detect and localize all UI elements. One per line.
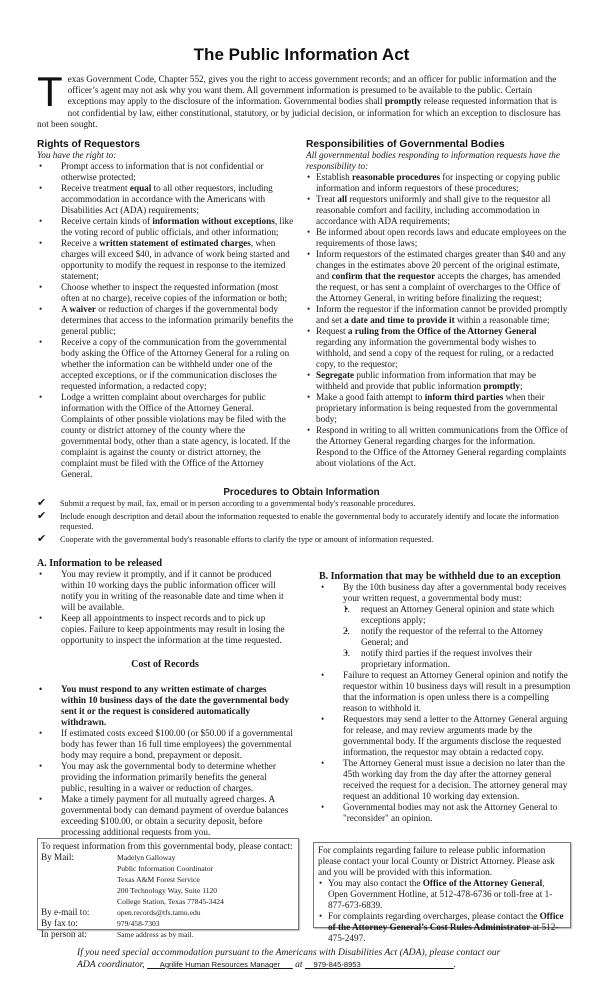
rights-list	[37, 161, 295, 480]
complaints-box	[313, 842, 571, 943]
responsibilities-heading: Responsibilities of Governmental Bodies	[306, 139, 505, 150]
responsibilities-section	[306, 139, 568, 469]
list-item: • Inform requestors of the estimated charges greater than $40 and any changes in the estimates above 20 percent of the original estimate, and confirm that the requestor accepts the charges, has amended the request, or has sent a complaint of overcharges to the Office of the Attorney General, in writing before finalizing the request;	[306, 249, 568, 304]
list-item: • Prompt access to information that is not confidential or otherwise protected;	[37, 161, 295, 183]
list-item: • Be informed about open records laws and educate employees on the requirements of those laws;	[306, 227, 568, 249]
list-item: • For complaints regarding overcharges, please contact the Office of the Attorney General’s Cost Rules Administrator at 512-475-2497.	[318, 911, 566, 944]
contact-box: To request information from this governmental body, please contact: By Mail: Madelyn Galloway Public Information Coordinator Texas A&M Forest Service 200 Technology Way, Suite 1120 College Station, Texas 77845-3424 By e-mail to: open.records@tfs.tamu.edu By fax to: 979/458-7303 In person at: Same address as by mail.	[37, 838, 299, 930]
steps-list	[343, 604, 571, 670]
section-b-list	[319, 582, 571, 824]
list-item: • Choose whether to inspect the requested information (most often at no charge), receive copies of the information or both;	[37, 282, 295, 304]
step-item: • 1. request an Attorney General opinion and state which exceptions apply;	[343, 604, 571, 626]
responsibilities-list	[306, 172, 568, 469]
list-item: • Lodge a written complaint about overcharges for public information with the Office of the Attorney General. Complaints of other possible violations may be filed with the county or district attorney of the county where the governmental body, other than a state agency, is located. If the complaint is against the county or district attorney, the complaint must be filed with the Office of the Attorney General.	[37, 392, 295, 480]
section-b	[319, 571, 571, 824]
complaints-intro: For complaints regarding failure to release public information please contact your local County or District Attorney. Please ask and you will be provided with this information.	[318, 845, 555, 877]
list-item: • If estimated costs exceed $100.00 (or $50.00 if a governmental body has fewer than 16 full time employees) the governmental body may require a bond, prepayment or deposit.	[37, 728, 293, 761]
list-item: • Receive a written statement of estimated charges, when charges will exceed $40, in advance of work being started and opportunity to modify the request in response to the itemized statement;	[37, 238, 295, 282]
section-a-list	[37, 569, 293, 646]
section-b-heading: B. Information that may be withheld due to an exception	[319, 571, 561, 582]
list-item: • You may review it promptly, and if it cannot be produced within 10 working days the public information officer will notify you in writing of the reasonable date and time when it will be available.	[37, 569, 293, 613]
responsibilities-lead: All governmental bodies responding to information requests have the responsibility to:	[306, 150, 560, 171]
cost-heading: Cost of Records	[131, 659, 199, 670]
mail-address: Madelyn Galloway Public Information Coordinator Texas A&M Forest Service 200 Technology Way, Suite 1120	[117, 853, 218, 895]
list-item: • Governmental bodies may not ask the Attorney General to "reconsider" an opinion.	[319, 802, 571, 824]
page-title: The Public Information Act	[193, 45, 410, 64]
drop-cap: T	[37, 68, 63, 115]
list-item: • Receive treatment equal to all other requestors, including accommodation in accordance with the Americans with Disabilities Act (ADA) requirements;	[37, 183, 295, 216]
list-item: • Request a ruling from the Office of the Attorney General regarding any information the governmental body wishes to withhold, and send a copy of the request for ruling, or a redacted copy, to the requestor;	[306, 326, 568, 370]
ada-phone-field: __979-845-8953______________________	[305, 960, 454, 969]
list-item: • Receive certain kinds of information without exceptions, like the voting record of public officials, and other information;	[37, 216, 295, 238]
list-item: • Make a good faith attempt to inform third parties when their proprietary information is being requested from the governmental body;	[306, 392, 568, 425]
procedures-list	[37, 496, 577, 547]
ada-notice: If you need special accommodation pursuant to the Americans with Disabilities Act (ADA), please contact our ADA coordinator, ___Agrilife Human Resources Manager___ at __979-845-8953______________________.	[77, 947, 501, 970]
rights-lead: You have the right to:	[37, 150, 117, 160]
email-row: By e-mail to: open.records@tfs.tamu.edu	[41, 907, 201, 917]
list-item: • Segregate public information from information that may be withheld and provide that public information promptly;	[306, 370, 568, 392]
list-item: • A waiver or reduction of charges if the governmental body determines that access to the information primarily benefits the general public;	[37, 304, 295, 337]
section-a-heading: A. Information to be released	[37, 558, 163, 569]
list-item: ✔ Cooperate with the governmental body's reasonable efforts to clarify the type or amount of information requested.	[37, 531, 434, 545]
rights-heading: Rights of Requestors	[37, 139, 141, 150]
checkmark-icon: ✔	[37, 496, 47, 509]
list-item: • Respond in writing to all written communications from the Office of the Attorney General regarding charges for the information. Respond to the Office of the Attorney General regarding complaints about violations of the Act.	[306, 425, 568, 469]
cost-list	[37, 684, 293, 838]
email-link[interactable]: open.records@tfs.tamu.edu	[117, 908, 201, 917]
checkmark-icon: ✔	[37, 508, 47, 522]
list-item: ✔ Include enough description and detail about the information requested to enable the governmental body to accurately identify and locate the information requested.	[37, 508, 559, 531]
list-item: • Failure to request an Attorney General opinion and notify the requestor within 10 business days will result in a presumption that the information is open unless there is a compelling reason to withhold it.	[319, 670, 571, 714]
list-item: • Requestors may send a letter to the Attorney General arguing for release, and may review arguments made by the governmental body. If the arguments disclose the requested information, the requestor may obtain a redacted copy.	[319, 714, 571, 758]
step-item: • 3. notify third parties if the request involves their proprietary information.	[343, 648, 571, 670]
list-item: ✔ Submit a request by mail, fax, email or in person according to a governmental body's reasonable procedures.	[37, 496, 416, 509]
mail-row: By Mail: Madelyn Galloway Public Information Coordinator Texas A&M Forest Service 200 Technology Way, Suite 1120	[41, 852, 218, 895]
list-item: • The Attorney General must issue a decision no later than the 45th working day from the day after the attorney general received the request for a decision. The attorney general may request an additional 10 working day extension.	[319, 758, 571, 802]
checkmark-icon: ✔	[37, 531, 47, 545]
section-a	[37, 558, 293, 838]
ada-coordinator-field: ___Agrilife Human Resources Manager___	[147, 960, 293, 969]
list-item: • By the 10th business day after a governmental body receives your written request, a governmental body must: • 1. request an Attorney General opinion and state which exceptions apply; • 2. notify the requestor of the referral to the Attorney General; and • 3. notify third parties if the request involves their proprietary information.	[319, 582, 571, 670]
list-item: • You may ask the governmental body to determine whether providing the information primarily benefits the general public, resulting in a waiver or reduction of charges.	[37, 761, 293, 794]
list-item: • You may also contact the Office of the Attorney General, Open Government Hotline, at 512-478-6736 or toll-free at 1-877-673-6839.	[318, 878, 566, 911]
list-item: • Receive a copy of the communication from the governmental body asking the Office of the Attorney General for a ruling on whether the information can be withheld under one of the accepted exceptions, or if the communication discloses the requested information, a redacted copy;	[37, 337, 295, 392]
step-item: • 2. notify the requestor of the referral to the Attorney General; and	[343, 626, 571, 648]
list-item: • Treat all requestors uniformly and shall give to the requestor all reasonable comfort and facility, including accommodation in accordance with ADA requirements;	[306, 194, 568, 227]
list-item: • Inform the requestor if the information cannot be provided promptly and set a date and time to provide it within a reasonable time;	[306, 304, 568, 326]
intro-paragraph: Texas Government Code, Chapter 552, gives you the right to access government records; and an officer for public information and the officer’s agent may not ask why you want them. All government information is presumed to be available to the public. Certain exceptions may apply to the disclosure of the information. Governmental bodies shall promptly release requested information that is not confidential by law, either constitutional, statutory, or by judicial decision, or information for which an exception to disclosure has not been sought.	[37, 68, 561, 129]
complaints-list	[318, 878, 566, 944]
list-item: • You must respond to any written estimate of charges within 10 business days of the date the governmental body sent it or the request is considered automatically withdrawn.	[37, 684, 293, 728]
list-item: • Keep all appointments to inspect records and to pick up copies. Failure to keep appointments may result in losing the opportunity to inspect the information at the time requested.	[37, 613, 293, 646]
fax-row: By fax to: 979/458-7303	[41, 918, 160, 928]
list-item: • Make a timely payment for all mutually agreed charges. A governmental body can demand payment of overdue balances exceeding $100.00, or obtain a security deposit, before processing additional requests from you.	[37, 794, 293, 838]
contact-intro: To request information from this governmental body, please contact:	[41, 841, 293, 851]
list-item: • Establish reasonable procedures for inspecting or copying public information and inform requestors of these procedures;	[306, 172, 568, 194]
rights-section	[37, 139, 295, 480]
person-row: In person at: Same address as by mail.	[41, 929, 194, 939]
procedures-heading: Procedures to Obtain Information	[223, 487, 380, 498]
